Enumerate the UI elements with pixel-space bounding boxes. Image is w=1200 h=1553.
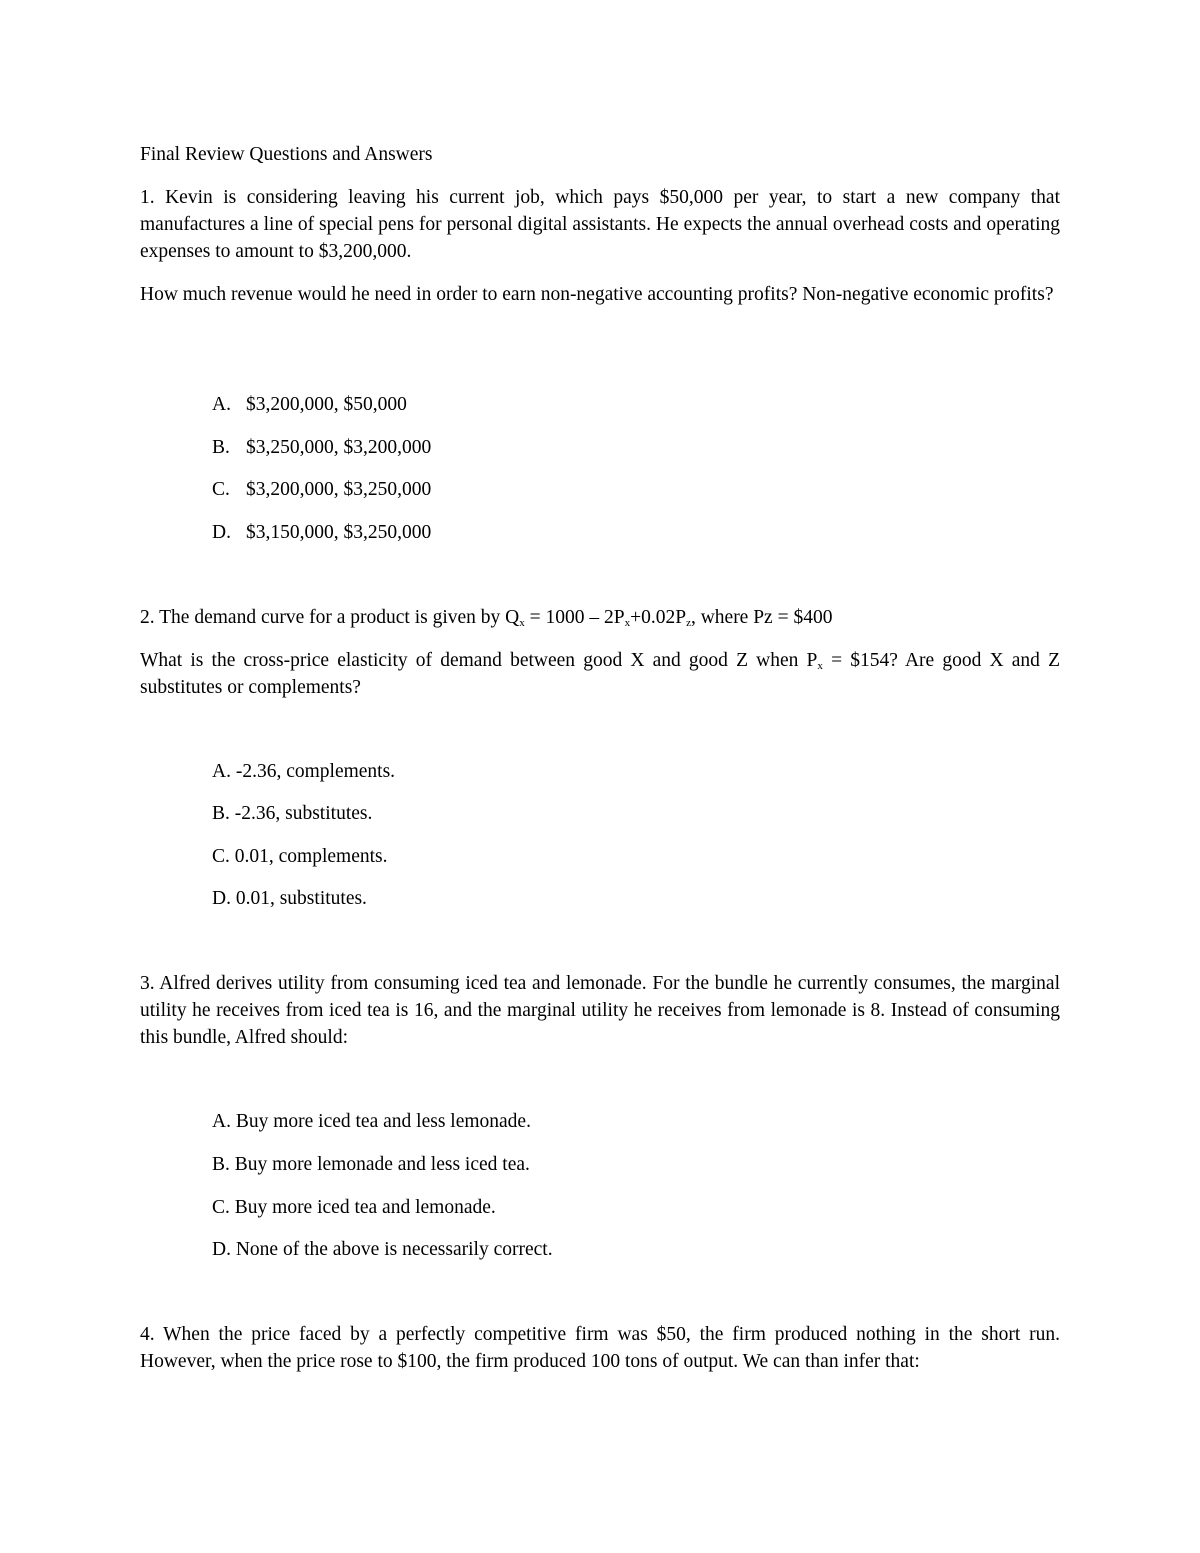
option-text: None of the above is necessarily correct. — [235, 1239, 553, 1260]
option-letter: B. — [212, 1154, 230, 1175]
option-letter: D. — [212, 1239, 231, 1260]
option-letter: C. — [212, 479, 230, 500]
option-letter: D. — [212, 888, 231, 909]
question-2-option-a — [212, 758, 395, 785]
question-2-text: 2. The demand curve for a product is given by $Q_x = 1000 - 2P_x+0.02P_z$, where Pz = $400 — [140, 607, 833, 629]
question-1-option-d — [212, 519, 431, 546]
document-title: Final Review Questions and Answers — [140, 144, 433, 165]
option-text: Buy more lemonade and less iced tea. — [234, 1154, 530, 1175]
question-2-option-c — [212, 843, 388, 870]
option-letter: B. — [212, 803, 230, 824]
option-text: $3,150,000, $3,250,000 — [246, 522, 432, 543]
question-1-option-b — [212, 434, 431, 461]
question-3-option-b — [212, 1151, 530, 1178]
option-text: $3,250,000, $3,200,000 — [246, 437, 432, 458]
option-letter: D. — [212, 522, 231, 543]
option-text: Buy more iced tea and less lemonade. — [235, 1111, 531, 1132]
question-2-prompt: What is the cross-price elasticity of demand between good X and good Z when $P_x$ = $154? Are good X and Z substitutes or complements? — [140, 650, 1060, 698]
option-letter: A. — [212, 1111, 231, 1132]
question-3-option-c — [212, 1194, 496, 1221]
option-text: $3,200,000, $50,000 — [246, 394, 407, 415]
option-text: Buy more iced tea and lemonade. — [234, 1197, 496, 1218]
question-1-option-a — [212, 391, 407, 418]
question-1-option-c — [212, 476, 431, 503]
question-3-option-a — [212, 1108, 531, 1135]
question-4-text: 4. When the price faced by a perfectly competitive firm was $50, the firm produced nothing in the short run. However, when the price rose to $100, the firm produced 100 tons of output. We can than infer that: — [140, 1324, 1060, 1372]
option-text: 0.01, substitutes. — [235, 888, 367, 909]
question-1-prompt: How much revenue would he need in order to earn non-negative accounting profits? Non-negative economic profits? — [140, 284, 1054, 305]
option-text: -2.36, substitutes. — [234, 803, 373, 824]
question-2-option-d — [212, 885, 367, 912]
question-3-option-d — [212, 1236, 553, 1263]
option-letter: C. — [212, 1197, 230, 1218]
question-2-option-b — [212, 800, 372, 827]
option-text: $3,200,000, $3,250,000 — [246, 479, 432, 500]
question-1-text: 1. Kevin is considering leaving his current job, which pays $50,000 per year, to start a new company that manufactures a line of special pens for personal digital assistants. He expects the annual overhead costs and operating expenses to amount to $3,200,000. — [140, 187, 1060, 262]
option-letter: A. — [212, 761, 231, 782]
option-text: -2.36, complements. — [235, 761, 396, 782]
option-text: 0.01, complements. — [234, 846, 388, 867]
option-letter: A. — [212, 394, 231, 415]
question-3-text: 3. Alfred derives utility from consuming iced tea and lemonade. For the bundle he currently consumes, the marginal utility he receives from iced tea is 16, and the marginal utility he receives from lemonade is 8. Instead of consuming this bundle, Alfred should: — [140, 973, 1060, 1048]
option-letter: C. — [212, 846, 230, 867]
option-letter: B. — [212, 437, 230, 458]
